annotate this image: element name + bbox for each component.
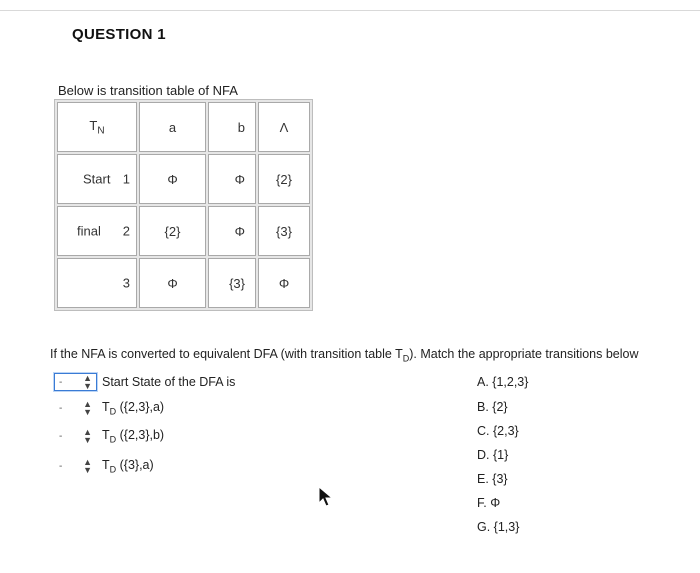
- updown-arrows-icon: ▲ ▼: [83, 399, 92, 417]
- state-cell: [57, 206, 137, 256]
- match-prompt-text-end: ). Match the appropriate transitions below: [409, 347, 639, 361]
- match-prompt: [50, 347, 639, 364]
- match-item-sub: D: [109, 434, 117, 445]
- match-item-td-23-b: [54, 426, 164, 446]
- option-item: D. {1}: [477, 448, 509, 462]
- option-item: B. {2}: [477, 400, 508, 414]
- table-row: [57, 206, 310, 256]
- option-item: G. {1,3}: [477, 520, 520, 534]
- match-item-rest: ({3},a): [116, 457, 154, 472]
- cell-lambda: {3}: [258, 206, 310, 256]
- match-item-label: [102, 400, 164, 417]
- cell-a: Φ: [139, 258, 206, 308]
- answer-select[interactable]: [54, 399, 97, 417]
- select-value: -: [59, 460, 63, 472]
- match-item-rest: ({2,3},b): [116, 427, 165, 442]
- updown-arrows-icon: ▲ ▼: [83, 373, 92, 391]
- state-cell: [57, 154, 137, 204]
- answer-select[interactable]: [54, 427, 97, 445]
- match-item-td-23-a: [54, 398, 164, 418]
- option-item: E. {3}: [477, 472, 508, 486]
- match-item-td-3-a: [54, 456, 154, 476]
- match-prompt-text: If the NFA is converted to equivalent DFA (with transition table T: [50, 347, 403, 361]
- match-item-label: [102, 428, 164, 445]
- option-item: F. Φ: [477, 496, 501, 510]
- select-value: -: [59, 376, 63, 388]
- match-item-start-state: [54, 372, 235, 392]
- transition-table: [54, 99, 313, 311]
- header-tn: [57, 102, 137, 152]
- updown-arrows-icon: ▲ ▼: [83, 427, 92, 445]
- cell-b: {3}: [208, 258, 256, 308]
- match-item-main: T: [102, 427, 110, 442]
- header-lambda: Λ: [258, 102, 310, 152]
- cell-b: Φ: [208, 206, 256, 256]
- match-prompt-sub: D: [402, 353, 410, 364]
- match-item-label: [102, 458, 154, 475]
- match-item-main: T: [102, 399, 110, 414]
- answer-select[interactable]: [54, 373, 97, 391]
- cell-b: Φ: [208, 154, 256, 204]
- match-item-main: T: [102, 457, 110, 472]
- state-cell: [57, 258, 137, 308]
- match-item-label: [102, 375, 235, 389]
- match-item-sub: D: [109, 406, 117, 417]
- mouse-cursor-icon: [318, 486, 334, 508]
- select-value: -: [59, 430, 63, 442]
- header-b: b: [208, 102, 256, 152]
- cell-a: {2}: [139, 206, 206, 256]
- cell-lambda: {2}: [258, 154, 310, 204]
- answer-select[interactable]: [54, 457, 97, 475]
- header-tn-sub: N: [97, 125, 105, 137]
- top-divider: [0, 10, 700, 11]
- option-item: C. {2,3}: [477, 424, 519, 438]
- option-item: A. {1,2,3}: [477, 375, 529, 389]
- state-number: 2: [122, 223, 130, 239]
- cell-a: Φ: [139, 154, 206, 204]
- match-item-sub: D: [109, 464, 117, 475]
- state-number: 1: [122, 171, 130, 187]
- header-tn-main: T: [89, 117, 98, 133]
- state-number: 3: [122, 275, 130, 291]
- question-intro: Below is transition table of NFA: [58, 83, 238, 98]
- match-item-rest: ({2,3},a): [116, 399, 165, 414]
- table-row: [57, 258, 310, 308]
- header-a: a: [139, 102, 206, 152]
- updown-arrows-icon: ▲ ▼: [83, 457, 92, 475]
- cell-lambda: Φ: [258, 258, 310, 308]
- state-name: Start: [83, 171, 111, 187]
- match-item-main: Start State of the DFA is: [102, 375, 236, 389]
- table-header-row: [57, 102, 310, 152]
- state-name: final: [77, 223, 101, 239]
- select-value: -: [59, 402, 63, 414]
- question-title: QUESTION 1: [72, 26, 166, 43]
- table-row: [57, 154, 310, 204]
